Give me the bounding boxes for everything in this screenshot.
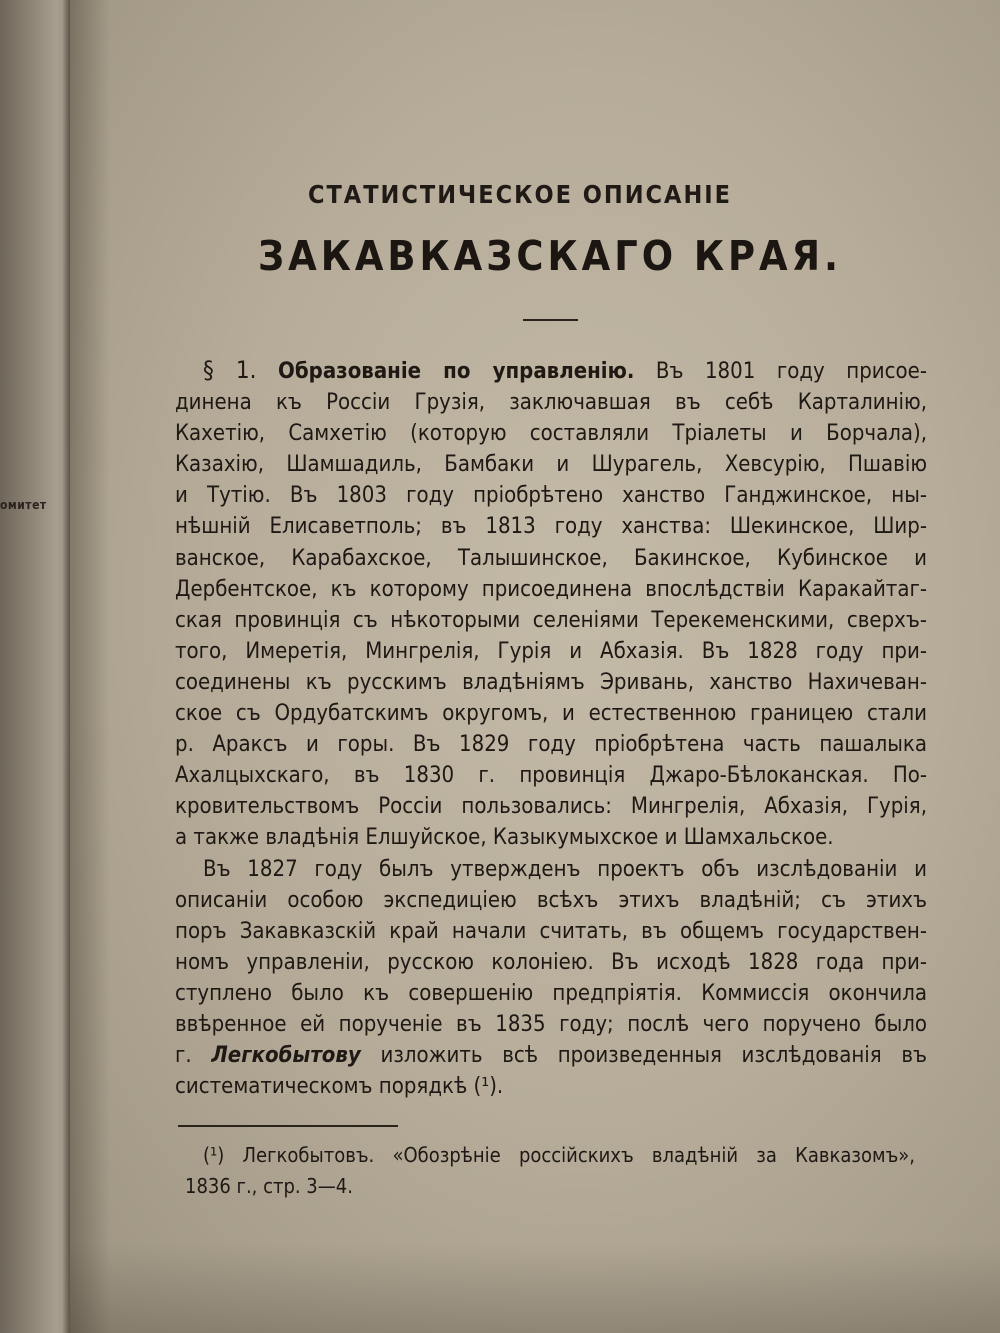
text-line: поръ Закавказскій край начали считать, въ общемъ государствен- (175, 918, 927, 944)
text-line: нѣшній Елисаветполь; въ 1813 году ханства: Шекинское, Шир- (175, 514, 927, 540)
footnote-line: 1836 г., стр. 3—4. (185, 1174, 353, 1198)
text-line: ское съ Ордубатскимъ округомъ, и естественною границею стали (175, 701, 927, 727)
text-line: и Тутію. Въ 1803 году пріобрѣтено ханство Ганджинское, ны- (175, 483, 927, 509)
text-line: Ахалцыхскаго, въ 1830 г. провинція Джаро-Бѣлоканская. По- (175, 763, 927, 789)
bottom-shadow (70, 1243, 1000, 1333)
footnote-divider (178, 1125, 398, 1127)
text-fragment: Въ 1801 году присое- (655, 359, 927, 384)
text-line: ступлено было къ совершенію предпріятія. Коммиссія окончила (175, 980, 927, 1006)
facing-page (0, 0, 70, 1333)
text-line: Казахію, Шамшадиль, Бамбаки и Шурагель, Хевсурію, Пшавію (175, 452, 927, 478)
text-line (175, 355, 927, 387)
text-line: того, Имеретія, Мингрелія, Гурія и Абхазія. Въ 1828 году при- (175, 638, 927, 664)
text-line: ванское, Карабахское, Талышинское, Бакинское, Кубинское и (175, 545, 927, 571)
text-line: Кахетію, Самхетію (которую составляли Тріалеты и Борчала), (175, 421, 927, 447)
chapter-title: ЗАКАВКАЗСКАГО КРАЯ. (257, 232, 843, 280)
section-heading: Образованіе по управленію. (278, 359, 635, 384)
text-line: р. Араксъ и горы. Въ 1829 году пріобрѣтена часть пашалыка (175, 732, 927, 758)
text-fragment: г. (175, 1043, 192, 1069)
author-name: Легкобытову (211, 1043, 361, 1069)
footnote (185, 1140, 915, 1202)
text-line: Дербентское, къ которому присоединена впослѣдствіи Каракайтаг- (175, 576, 927, 602)
facing-page-fragment: омитет (0, 498, 47, 512)
text-line: ввѣренное ей порученіе въ 1835 году; послѣ чего поручено было (175, 1011, 927, 1037)
text-line: а также владѣнія Елшуйское, Казыкумыхское и Шамхальское. (175, 825, 834, 851)
footnote-line: (¹) Легкобытовъ. «Обозрѣніе россійскихъ владѣній за Кавказомъ», (203, 1143, 915, 1167)
text-line: систематическомъ порядкѣ (¹). (175, 1074, 504, 1100)
chapter-subtitle: СТАТИСТИЧЕСКОЕ ОПИСАНІЕ (307, 180, 733, 209)
text-line: ская провинція съ нѣкоторыми селеніями Терекеменскими, сверхъ- (175, 607, 927, 633)
paragraph-1 (175, 355, 927, 854)
text-line: соединены къ русскимъ владѣніямъ Эривань, ханство Нахичеван- (175, 669, 927, 695)
book-gutter (62, 0, 70, 1333)
text-line: кровительствомъ Россіи пользовались: Мингрелія, Абхазія, Гурія, (175, 794, 927, 820)
text-line: описаніи особою экспедиціею всѣхъ этихъ владѣній; съ этихъ (175, 887, 927, 913)
paragraph-2 (175, 854, 927, 1103)
gutter-shadow (70, 0, 110, 1333)
text-line: динена къ Россіи Грузія, заключавшая въ себѣ Карталинію, (175, 390, 927, 416)
text-line (175, 1040, 927, 1071)
text-line: номъ управленіи, русскою колоніею. Въ исходѣ 1828 года при- (175, 949, 927, 975)
body-text (175, 355, 927, 1102)
title-divider (523, 319, 578, 321)
section-number: § 1. (203, 356, 257, 384)
text-line: Въ 1827 году былъ утвержденъ проектъ объ изслѣдованіи и (203, 856, 927, 882)
text-fragment: изложить всѣ произведенныя изслѣдованія въ (380, 1043, 927, 1069)
